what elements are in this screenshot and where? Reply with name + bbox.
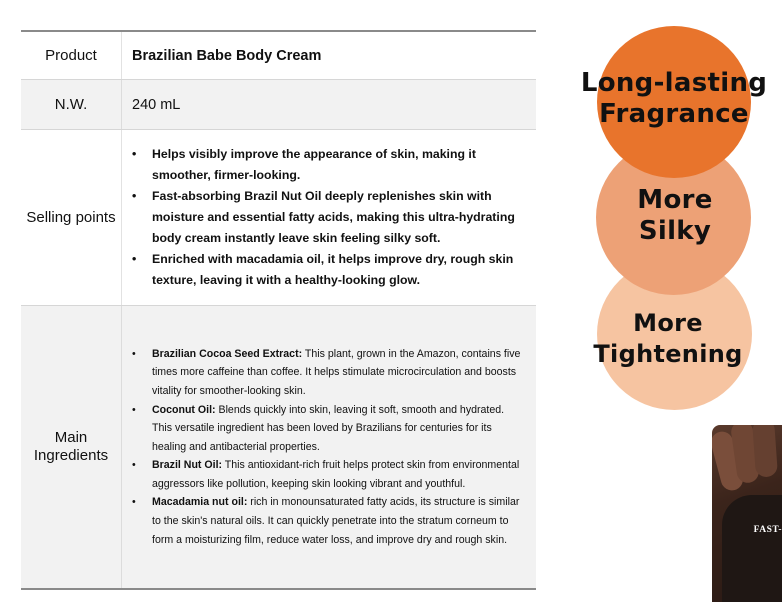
fragrance-badge-line1: Long-lasting (580, 68, 768, 98)
product-model-photo (712, 425, 782, 602)
ingredient-item (132, 345, 524, 401)
silky-badge-text (600, 185, 750, 247)
net-weight-row (21, 80, 536, 130)
selling-point-item: • Fast-absorbing Brazil Nut Oil deeply replenishes skin with moisture and essential fatty acids, making this ultra-hydrating body cream instantly leave skin feeling silky soft. (132, 186, 524, 249)
ingredient-description: This plant, grown in the Amazon, contains five times more caffeine than coffee. It helps stimulate microcirculation and boosts vitality for smoother-looking skin. (152, 347, 521, 397)
product-spec-table (21, 30, 536, 590)
main-ingredients-row (21, 306, 536, 590)
ingredient-name: Brazilian Cocoa Seed Extract: (152, 347, 303, 360)
ingredient-description: Blends quickly into skin, leaving it soft, smooth and hydrated. This versatile ingredient has been loved by Brazilians for centuries for its healing and antibacterial properties. (152, 403, 505, 453)
tightening-badge-line1: More (633, 309, 703, 337)
selling-points-list (132, 144, 524, 291)
ingredient-name: Macadamia nut oil: (152, 496, 248, 509)
product-label: Product (21, 32, 122, 79)
selling-points-row (21, 130, 536, 306)
ingredient-name: Brazil Nut Oil: (152, 459, 223, 472)
ingredient-name: Coconut Oil: (152, 403, 216, 416)
product-name: Brazilian Babe Body Cream (132, 47, 322, 64)
photo-caption: FAST- (753, 525, 782, 535)
ingredients-list (132, 345, 524, 550)
ingredient-item (132, 401, 524, 457)
product-row (21, 32, 536, 80)
fragrance-badge-line2: Fragrance (599, 99, 749, 129)
net-weight-value: 240 mL (132, 96, 181, 113)
main-ingredients-content (122, 306, 536, 588)
fragrance-badge-text (574, 68, 774, 130)
tightening-badge-text (583, 308, 753, 370)
net-weight-label: N.W. (21, 80, 122, 129)
selling-points-label: Selling points (21, 130, 122, 305)
silky-badge-line1: More (637, 185, 713, 215)
main-ingredients-label: Main Ingredients (21, 306, 122, 588)
selling-points-content (122, 130, 536, 305)
silky-badge-line2: Silky (638, 216, 712, 246)
selling-point-item: • Helps visibly improve the appearance of skin, making it smoother, firmer-looking. (132, 144, 524, 186)
ingredient-description: This antioxidant-rich fruit helps protect skin from environmental aggressors like pollution, keeping skin looking vibrant and youthful. (152, 459, 520, 490)
ingredient-item (132, 456, 524, 493)
ingredient-description: rich in monounsaturated fatty acids, its structure is similar to the skin's natural oils. It can quickly penetrate into the stratum corneum to form a moisturizing film, reduce water loss, and improve dry and rough skin. (152, 496, 520, 546)
selling-point-item: • Enriched with macadamia oil, it helps improve dry, rough skin texture, leaving it with a healthy-looking glow. (132, 249, 524, 291)
ingredient-item (132, 493, 524, 549)
tightening-badge-line2: Tightening (593, 340, 743, 368)
